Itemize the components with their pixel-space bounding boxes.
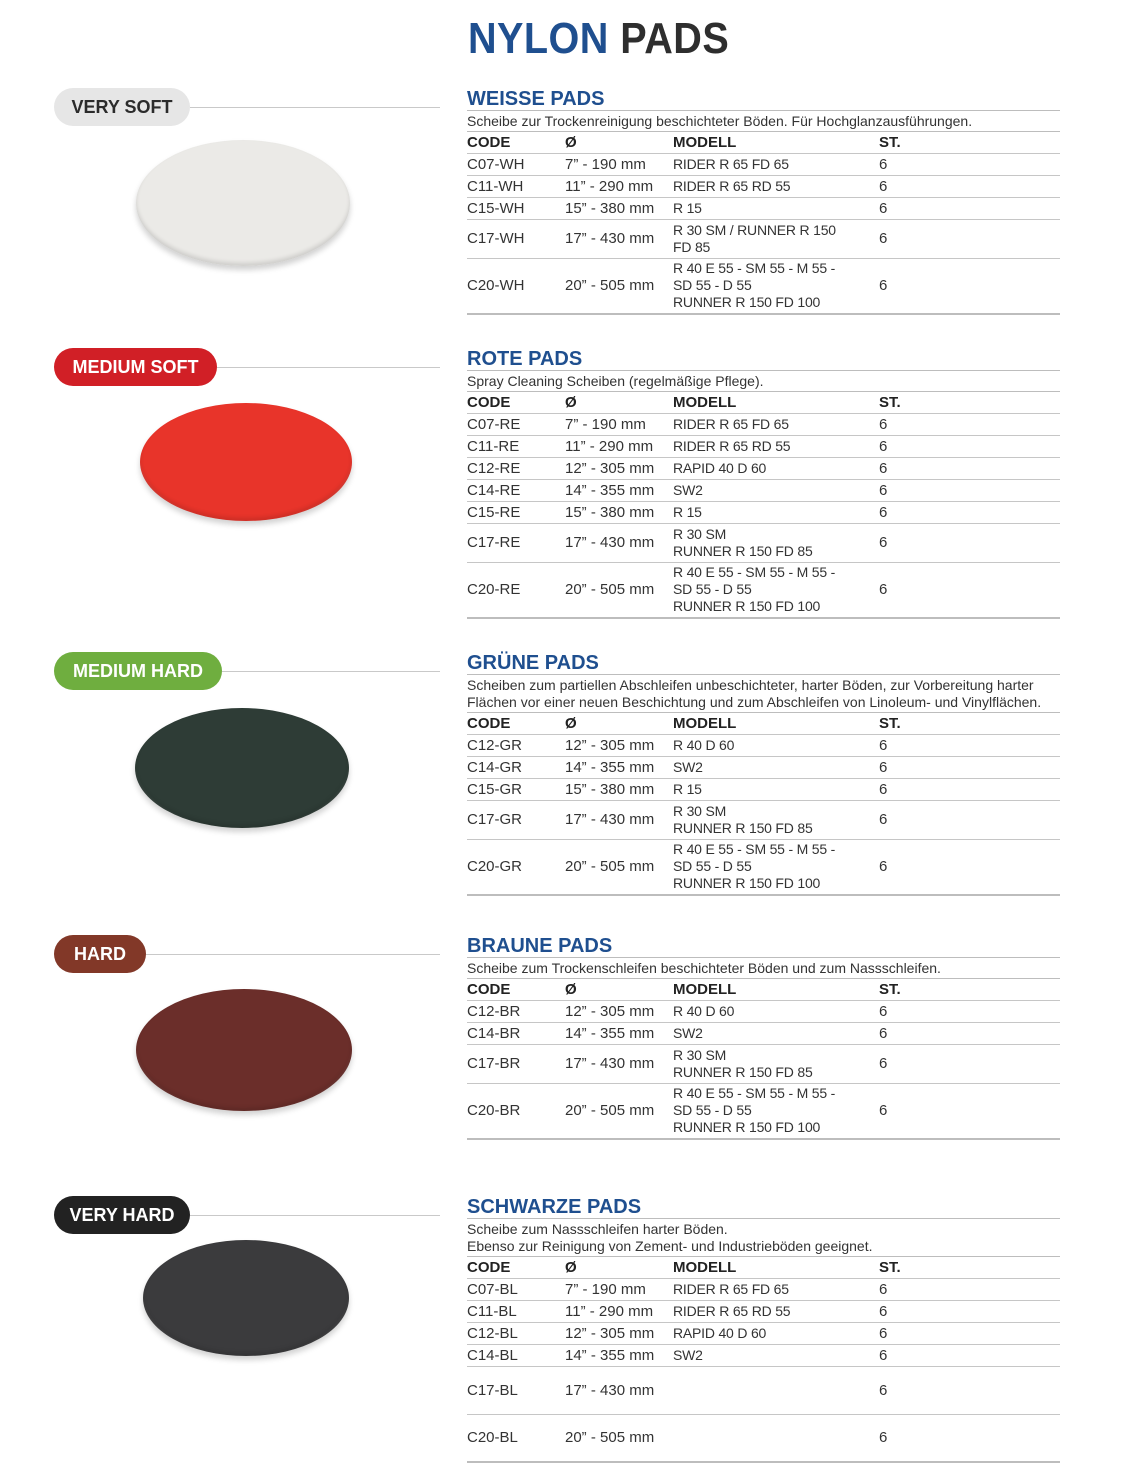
cell-qty: 6 bbox=[879, 1300, 1060, 1322]
cell-model: R 15 bbox=[673, 197, 879, 219]
header-code: CODE bbox=[467, 1257, 565, 1278]
table-row bbox=[467, 1322, 1060, 1344]
table-row bbox=[467, 562, 1060, 618]
cell-qty: 6 bbox=[879, 839, 1060, 895]
cell-diameter: 7” - 190 mm bbox=[565, 153, 673, 175]
pad-table bbox=[467, 979, 1060, 1140]
cell-diameter: 12” - 305 mm bbox=[565, 457, 673, 479]
cell-model: RIDER R 65 FD 65 bbox=[673, 1278, 879, 1300]
cell-model: R 30 SM RUNNER R 150 FD 85 bbox=[673, 1044, 879, 1083]
cell-model: R 30 SM / RUNNER R 150 FD 85 bbox=[673, 219, 879, 258]
header-diameter: Ø bbox=[565, 392, 673, 413]
table-row bbox=[467, 435, 1060, 457]
cell-diameter: 20” - 505 mm bbox=[565, 839, 673, 895]
table-row bbox=[467, 734, 1060, 756]
cell-qty: 6 bbox=[879, 1000, 1060, 1022]
hardness-badge: VERY SOFT bbox=[54, 88, 190, 126]
hardness-badge: MEDIUM SOFT bbox=[54, 348, 217, 386]
table-header-row bbox=[467, 392, 1060, 413]
cell-model bbox=[673, 1366, 879, 1414]
cell-code: C17-RE bbox=[467, 523, 565, 562]
section-description: Scheibe zur Trockenreinigung beschichteter Böden. Für Hochglanzausführungen. bbox=[467, 111, 1060, 132]
pad-disc bbox=[140, 403, 352, 521]
cell-diameter: 14” - 355 mm bbox=[565, 1344, 673, 1366]
table-row bbox=[467, 258, 1060, 314]
cell-model: R 40 E 55 - SM 55 - M 55 - SD 55 - D 55 RUNNER R 150 FD 100 bbox=[673, 839, 879, 895]
section-title: BRAUNE PADS bbox=[467, 935, 1060, 958]
pad-image bbox=[136, 989, 352, 1111]
cell-diameter: 12” - 305 mm bbox=[565, 1000, 673, 1022]
header-code: CODE bbox=[467, 132, 565, 153]
pad-image bbox=[135, 708, 349, 828]
table-row bbox=[467, 1083, 1060, 1139]
pad-section bbox=[0, 348, 1141, 648]
section-description: Scheibe zum Trockenschleifen beschichteter Böden und zum Nassschleifen. bbox=[467, 958, 1060, 979]
cell-code: C11-BL bbox=[467, 1300, 565, 1322]
cell-code: C14-BL bbox=[467, 1344, 565, 1366]
cell-qty: 6 bbox=[879, 457, 1060, 479]
cell-diameter: 12” - 305 mm bbox=[565, 734, 673, 756]
header-model: MODELL bbox=[673, 132, 879, 153]
cell-qty: 6 bbox=[879, 1278, 1060, 1300]
pad-image bbox=[136, 140, 350, 266]
badge-divider bbox=[190, 1215, 440, 1216]
table-row bbox=[467, 756, 1060, 778]
pad-disc bbox=[143, 1240, 349, 1356]
page-title-part1: NYLON bbox=[468, 14, 609, 63]
hardness-badge: HARD bbox=[54, 935, 146, 973]
cell-model: R 40 D 60 bbox=[673, 734, 879, 756]
table-row bbox=[467, 1022, 1060, 1044]
cell-qty: 6 bbox=[879, 435, 1060, 457]
cell-diameter: 15” - 380 mm bbox=[565, 501, 673, 523]
table-header-row bbox=[467, 1257, 1060, 1278]
cell-model: RIDER R 65 RD 55 bbox=[673, 1300, 879, 1322]
cell-model: R 40 E 55 - SM 55 - M 55 - SD 55 - D 55 RUNNER R 150 FD 100 bbox=[673, 562, 879, 618]
table-row bbox=[467, 479, 1060, 501]
cell-model: RIDER R 65 RD 55 bbox=[673, 435, 879, 457]
section-description: Scheiben zum partiellen Abschleifen unbeschichteter, harter Böden, zur Vorbereitung harter Flächen vor einer neuen Beschichtung und zum Abschleifen von Linoleum- und Vinylflächen. bbox=[467, 675, 1060, 713]
pad-content bbox=[467, 1196, 1060, 1463]
section-title: SCHWARZE PADS bbox=[467, 1196, 1060, 1219]
table-row bbox=[467, 778, 1060, 800]
table-row bbox=[467, 1366, 1060, 1414]
header-model: MODELL bbox=[673, 979, 879, 1000]
table-row bbox=[467, 413, 1060, 435]
section-title: WEISSE PADS bbox=[467, 88, 1060, 111]
cell-code: C20-WH bbox=[467, 258, 565, 314]
header-code: CODE bbox=[467, 392, 565, 413]
cell-code: C17-BL bbox=[467, 1366, 565, 1414]
cell-qty: 6 bbox=[879, 562, 1060, 618]
pad-disc bbox=[136, 989, 352, 1111]
cell-model: RIDER R 65 RD 55 bbox=[673, 175, 879, 197]
cell-diameter: 11” - 290 mm bbox=[565, 175, 673, 197]
badge-divider bbox=[146, 954, 440, 955]
cell-diameter: 14” - 355 mm bbox=[565, 1022, 673, 1044]
cell-code: C12-RE bbox=[467, 457, 565, 479]
cell-qty: 6 bbox=[879, 734, 1060, 756]
cell-code: C15-WH bbox=[467, 197, 565, 219]
cell-code: C15-GR bbox=[467, 778, 565, 800]
header-qty: ST. bbox=[879, 713, 1060, 734]
header-code: CODE bbox=[467, 713, 565, 734]
cell-qty: 6 bbox=[879, 1366, 1060, 1414]
badge-divider bbox=[217, 367, 440, 368]
pad-content bbox=[467, 88, 1060, 315]
table-row bbox=[467, 175, 1060, 197]
cell-code: C11-WH bbox=[467, 175, 565, 197]
table-row bbox=[467, 501, 1060, 523]
cell-code: C20-BL bbox=[467, 1414, 565, 1462]
pad-content bbox=[467, 348, 1060, 619]
cell-model: R 40 E 55 - SM 55 - M 55 - SD 55 - D 55 RUNNER R 150 FD 100 bbox=[673, 1083, 879, 1139]
table-header-row bbox=[467, 132, 1060, 153]
cell-diameter: 17” - 430 mm bbox=[565, 523, 673, 562]
cell-qty: 6 bbox=[879, 413, 1060, 435]
pad-image bbox=[143, 1240, 349, 1356]
cell-model: SW2 bbox=[673, 1022, 879, 1044]
cell-qty: 6 bbox=[879, 175, 1060, 197]
cell-code: C11-RE bbox=[467, 435, 565, 457]
cell-code: C14-GR bbox=[467, 756, 565, 778]
cell-diameter: 20” - 505 mm bbox=[565, 258, 673, 314]
cell-model: RIDER R 65 FD 65 bbox=[673, 153, 879, 175]
cell-qty: 6 bbox=[879, 523, 1060, 562]
cell-qty: 6 bbox=[879, 756, 1060, 778]
pad-table bbox=[467, 392, 1060, 619]
cell-qty: 6 bbox=[879, 778, 1060, 800]
pad-image bbox=[140, 403, 352, 521]
cell-code: C12-GR bbox=[467, 734, 565, 756]
cell-code: C12-BL bbox=[467, 1322, 565, 1344]
cell-diameter: 15” - 380 mm bbox=[565, 197, 673, 219]
cell-model: RAPID 40 D 60 bbox=[673, 457, 879, 479]
table-row bbox=[467, 523, 1060, 562]
cell-code: C07-WH bbox=[467, 153, 565, 175]
cell-diameter: 20” - 505 mm bbox=[565, 1083, 673, 1139]
cell-diameter: 20” - 505 mm bbox=[565, 1414, 673, 1462]
cell-code: C20-RE bbox=[467, 562, 565, 618]
badge-divider bbox=[190, 107, 440, 108]
cell-qty: 6 bbox=[879, 1044, 1060, 1083]
cell-diameter: 17” - 430 mm bbox=[565, 800, 673, 839]
hardness-badge: VERY HARD bbox=[54, 1196, 190, 1234]
header-diameter: Ø bbox=[565, 713, 673, 734]
pad-table bbox=[467, 132, 1060, 315]
cell-qty: 6 bbox=[879, 501, 1060, 523]
cell-code: C15-RE bbox=[467, 501, 565, 523]
cell-code: C20-GR bbox=[467, 839, 565, 895]
section-description: Scheibe zum Nassschleifen harter Böden. Ebenso zur Reinigung von Zement- und Industrieböden geeignet. bbox=[467, 1219, 1060, 1257]
cell-qty: 6 bbox=[879, 219, 1060, 258]
section-description: Spray Cleaning Scheiben (regelmäßige Pflege). bbox=[467, 371, 1060, 392]
cell-code: C17-WH bbox=[467, 219, 565, 258]
cell-diameter: 14” - 355 mm bbox=[565, 479, 673, 501]
table-row bbox=[467, 1278, 1060, 1300]
badge-divider bbox=[222, 671, 440, 672]
cell-qty: 6 bbox=[879, 1344, 1060, 1366]
cell-code: C07-BL bbox=[467, 1278, 565, 1300]
cell-qty: 6 bbox=[879, 479, 1060, 501]
cell-model: SW2 bbox=[673, 1344, 879, 1366]
pad-section bbox=[0, 88, 1141, 388]
cell-code: C07-RE bbox=[467, 413, 565, 435]
header-model: MODELL bbox=[673, 392, 879, 413]
cell-code: C17-BR bbox=[467, 1044, 565, 1083]
pad-table bbox=[467, 713, 1060, 896]
header-diameter: Ø bbox=[565, 979, 673, 1000]
table-row bbox=[467, 1414, 1060, 1462]
cell-model: R 40 E 55 - SM 55 - M 55 - SD 55 - D 55 RUNNER R 150 FD 100 bbox=[673, 258, 879, 314]
cell-qty: 6 bbox=[879, 1022, 1060, 1044]
cell-model: R 15 bbox=[673, 778, 879, 800]
pad-content bbox=[467, 652, 1060, 896]
cell-code: C12-BR bbox=[467, 1000, 565, 1022]
table-row bbox=[467, 800, 1060, 839]
header-model: MODELL bbox=[673, 713, 879, 734]
pad-section bbox=[0, 652, 1141, 952]
header-diameter: Ø bbox=[565, 132, 673, 153]
cell-qty: 6 bbox=[879, 1083, 1060, 1139]
header-qty: ST. bbox=[879, 979, 1060, 1000]
cell-diameter: 20” - 505 mm bbox=[565, 562, 673, 618]
pad-table bbox=[467, 1257, 1060, 1463]
cell-model: R 30 SM RUNNER R 150 FD 85 bbox=[673, 523, 879, 562]
pad-disc bbox=[135, 708, 349, 828]
cell-diameter: 15” - 380 mm bbox=[565, 778, 673, 800]
pad-content bbox=[467, 935, 1060, 1140]
header-model: MODELL bbox=[673, 1257, 879, 1278]
cell-diameter: 7” - 190 mm bbox=[565, 1278, 673, 1300]
table-row bbox=[467, 153, 1060, 175]
table-header-row bbox=[467, 979, 1060, 1000]
header-diameter: Ø bbox=[565, 1257, 673, 1278]
page-title-part2: PADS bbox=[620, 14, 730, 63]
cell-model: R 15 bbox=[673, 501, 879, 523]
table-row bbox=[467, 1300, 1060, 1322]
cell-qty: 6 bbox=[879, 1322, 1060, 1344]
table-row bbox=[467, 457, 1060, 479]
table-row bbox=[467, 1044, 1060, 1083]
table-row bbox=[467, 1000, 1060, 1022]
cell-qty: 6 bbox=[879, 800, 1060, 839]
hardness-badge: MEDIUM HARD bbox=[54, 652, 222, 690]
header-qty: ST. bbox=[879, 132, 1060, 153]
cell-qty: 6 bbox=[879, 1414, 1060, 1462]
cell-code: C17-GR bbox=[467, 800, 565, 839]
cell-model: R 40 D 60 bbox=[673, 1000, 879, 1022]
cell-model: RAPID 40 D 60 bbox=[673, 1322, 879, 1344]
cell-diameter: 17” - 430 mm bbox=[565, 219, 673, 258]
cell-diameter: 12” - 305 mm bbox=[565, 1322, 673, 1344]
pad-section bbox=[0, 1196, 1141, 1472]
cell-model: SW2 bbox=[673, 756, 879, 778]
table-row bbox=[467, 219, 1060, 258]
cell-code: C14-RE bbox=[467, 479, 565, 501]
pad-section bbox=[0, 935, 1141, 1235]
cell-diameter: 17” - 430 mm bbox=[565, 1366, 673, 1414]
pad-disc bbox=[136, 140, 350, 266]
cell-qty: 6 bbox=[879, 197, 1060, 219]
cell-diameter: 11” - 290 mm bbox=[565, 435, 673, 457]
cell-qty: 6 bbox=[879, 153, 1060, 175]
cell-model: R 30 SM RUNNER R 150 FD 85 bbox=[673, 800, 879, 839]
cell-diameter: 7” - 190 mm bbox=[565, 413, 673, 435]
table-header-row bbox=[467, 713, 1060, 734]
cell-qty: 6 bbox=[879, 258, 1060, 314]
cell-code: C20-BR bbox=[467, 1083, 565, 1139]
header-qty: ST. bbox=[879, 392, 1060, 413]
section-title: GRÜNE PADS bbox=[467, 652, 1060, 675]
cell-model bbox=[673, 1414, 879, 1462]
section-title: ROTE PADS bbox=[467, 348, 1060, 371]
cell-diameter: 11” - 290 mm bbox=[565, 1300, 673, 1322]
cell-model: SW2 bbox=[673, 479, 879, 501]
cell-diameter: 14” - 355 mm bbox=[565, 756, 673, 778]
cell-diameter: 17” - 430 mm bbox=[565, 1044, 673, 1083]
header-qty: ST. bbox=[879, 1257, 1060, 1278]
table-row bbox=[467, 1344, 1060, 1366]
table-row bbox=[467, 197, 1060, 219]
page-title bbox=[468, 14, 729, 64]
table-row bbox=[467, 839, 1060, 895]
header-code: CODE bbox=[467, 979, 565, 1000]
cell-model: RIDER R 65 FD 65 bbox=[673, 413, 879, 435]
cell-code: C14-BR bbox=[467, 1022, 565, 1044]
